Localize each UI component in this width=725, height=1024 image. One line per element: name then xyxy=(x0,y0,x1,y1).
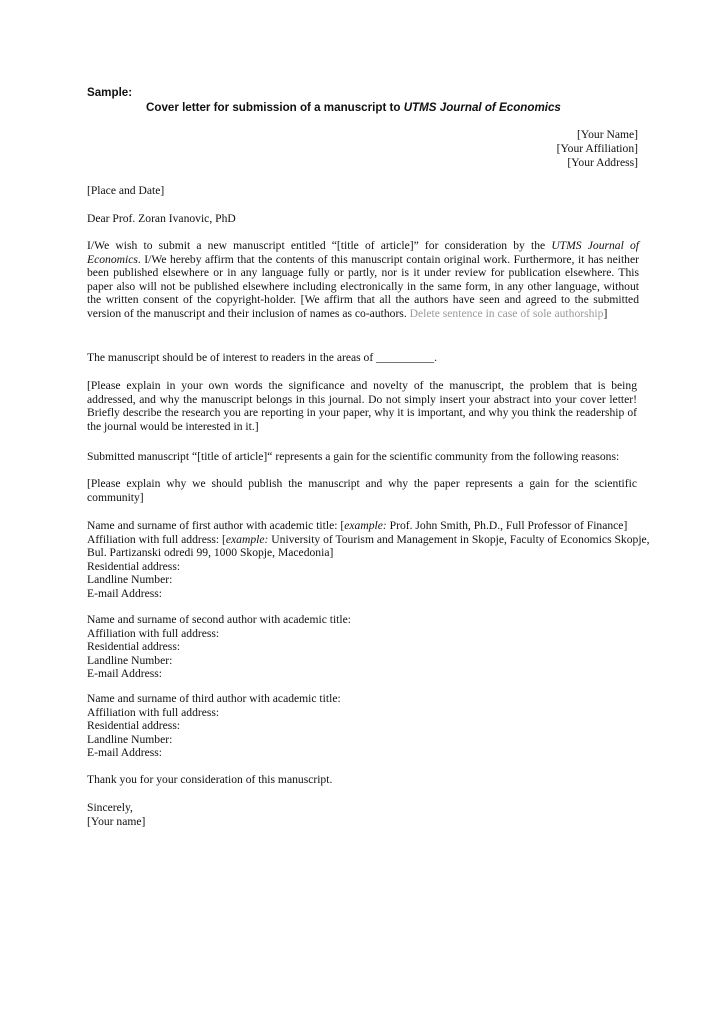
salutation: Dear Prof. Zoran Ivanovic, PhD xyxy=(87,212,236,225)
sample-label: Sample: xyxy=(87,86,133,99)
author2-name: Name and surname of second author with academic title: xyxy=(87,613,351,626)
author3-landline: Landline Number: xyxy=(87,732,173,746)
author3-residential: Residential address: xyxy=(87,719,181,732)
sender-affiliation: [Your Affiliation] xyxy=(556,142,638,155)
closing-line: Sincerely, xyxy=(87,801,133,814)
place-and-date: [Place and Date] xyxy=(87,184,165,197)
author1-name: Name and surname of first author with academic title: [example: Prof. John Smith, Ph.D., Full Professor of Finance] xyxy=(87,519,628,532)
areas-line: The manuscript should be of interest to readers in the areas of __________. xyxy=(87,351,437,364)
author3-email: E-mail Address: xyxy=(87,746,163,759)
sender-address: [Your Address] xyxy=(567,156,638,169)
author3-block xyxy=(87,692,637,760)
author1-landline: Landline Number: xyxy=(87,573,173,586)
author3-name: Name and surname of third author with academic title: xyxy=(87,692,341,705)
sender-block xyxy=(557,128,638,170)
author1-affiliation-cont: Bul. Partizanski odredi 99, 1000 Skopje, Macedonia] xyxy=(87,546,334,559)
author1-email: E-mail Address: xyxy=(87,586,163,600)
intro-paragraph xyxy=(87,239,639,320)
author1-residential: Residential address: xyxy=(87,559,181,573)
thanks-line: Thank you for your consideration of this manuscript. xyxy=(87,773,333,786)
title-journal: UTMS Journal of Economics xyxy=(403,101,561,114)
author2-residential: Residential address: xyxy=(87,640,181,653)
sender-name: [Your Name] xyxy=(577,128,638,141)
author2-email: E-mail Address: xyxy=(87,667,163,680)
intro-part2: . I/We hereby affirm that the contents of this manuscript contain original work. Furthermore, it has neither been published elsewhere or in any language fully or partly, nor is it under review for publication elsewhere. This paper also will not be published elsewhere including electronically in the same form, in any other language, without the written consent of the copyright-holder. [We affirm that all the authors have seen and agreed to the submitted version of the manuscript and their inclusion of names as co-authors. xyxy=(87,252,639,320)
author1-affiliation: Affiliation with full address: [example: University of Tourism and Management in Skopje, Faculty of Economics Skopje, xyxy=(87,532,650,546)
publish-paragraph: [Please explain why we should publish the manuscript and why the paper represents a gain for the scientific community] xyxy=(87,477,637,504)
intro-part1: I/We wish to submit a new manuscript entitled “[title of article]” for consideration by the xyxy=(87,239,552,252)
explain-paragraph: [Please explain in your own words the significance and novelty of the manuscript, the problem that is being addressed, and why the manuscript belongs in this journal. Do not simply insert your abstract into your cover letter! Briefly describe the research you are reporting in your paper, why it is important, and why you think the readership of the journal would be interested in it.] xyxy=(87,379,637,433)
signature-line: [Your name] xyxy=(87,815,146,828)
author2-block xyxy=(87,613,637,681)
gain-line: Submitted manuscript “[title of article]“ represents a gain for the scientific community from the following reasons: xyxy=(87,450,620,463)
author2-landline: Landline Number: xyxy=(87,653,173,667)
sole-author-note: Delete sentence in case of sole authorship xyxy=(409,306,604,320)
title-prefix: Cover letter for submission of a manuscript to xyxy=(146,101,404,114)
author1-block xyxy=(87,519,650,600)
intro-journal: UTMS Journal of Economics xyxy=(87,239,639,266)
document-title xyxy=(146,101,561,115)
author2-affiliation: Affiliation with full address: xyxy=(87,626,220,640)
intro-close: ] xyxy=(603,306,608,320)
author3-affiliation: Affiliation with full address: xyxy=(87,705,220,719)
